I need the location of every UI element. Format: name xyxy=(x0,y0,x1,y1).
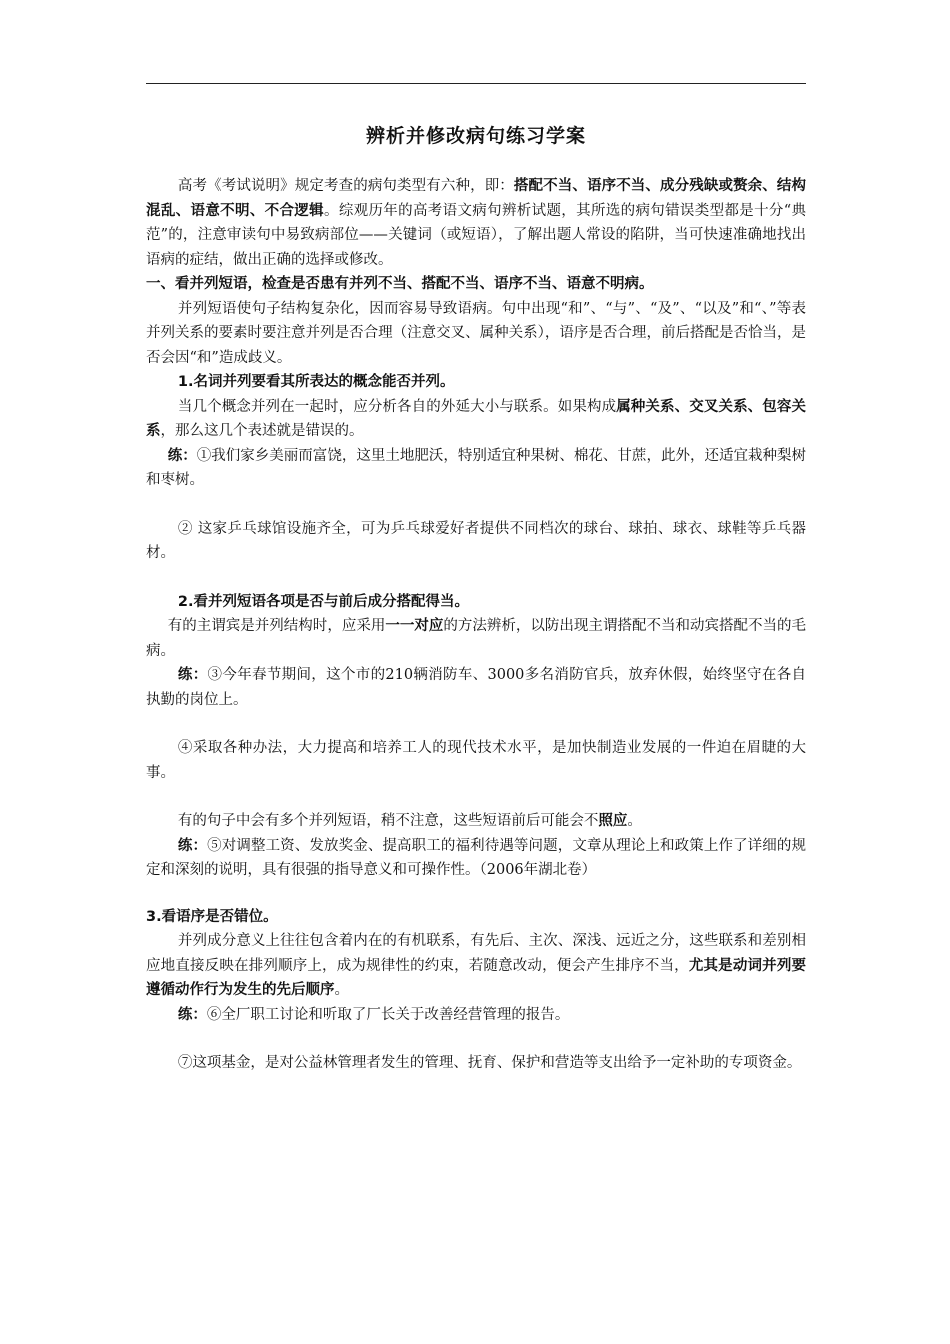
sub2-heading: 2.看并列短语各项是否与前后成分搭配得当。 xyxy=(177,593,469,610)
document-title: 辨析并修改病句练习学案 xyxy=(365,125,586,147)
sub3-para-a: 并列成分意义上往往包含着内在的有机联系，有先后、主次、深浅、远近之分，这些联系和差别相应地直接反映在排列顺序上，成为规律性的约束，若随意改动，便会产生排序不当， xyxy=(146,933,806,974)
sub1-heading: 1.名词并列要看其所表达的概念能否并列。 xyxy=(177,374,455,390)
sub2-paragraph xyxy=(146,614,806,663)
exercise-label: 练： xyxy=(177,837,208,854)
exercise-4: ④采取各种办法，大力提高和培养工人的现代技术水平，是加快制造业发展的一件迫在眉睫的大事。 xyxy=(146,740,806,781)
exercise-3-text: ③今年春节期间，这个市的210辆消防车、3000多名消防官兵，放弃休假，始终坚守在各自执勤的岗位上。 xyxy=(146,667,807,708)
exercise-5 xyxy=(146,834,806,883)
sub1-paragraph xyxy=(146,395,806,444)
intro-paragraph xyxy=(146,174,806,272)
intro-lead: 高考《考试说明》规定考查的病句类型有六种，即： xyxy=(177,178,514,194)
exercise-6-text: ⑥全厂职工讨论和听取了厂长关于改善经营管理的报告。 xyxy=(206,1006,570,1023)
intro-types: 搭配不当、语序不当、成分残缺或赘余、结构混乱、语意不明、不合逻辑 xyxy=(146,178,807,219)
exercise-label: 练： xyxy=(177,667,208,683)
exercise-label: 练： xyxy=(177,1006,207,1023)
exercise-1 xyxy=(146,444,806,493)
exercise-5-text: ⑤对调整工资、发放奖金、提高职工的福利待遇等问题，文章从理论上和政策上作了详细的规定和深刻的说明，具有很强的指导意义和可操作性。（2006年湖北卷） xyxy=(146,837,807,878)
sub2-para2-a: 有的句子中会有多个并列短语，稍不注意，这些短语前后可能会不 xyxy=(177,813,599,829)
sub1-para-b: ，那么这几个表述就是错误的。 xyxy=(160,423,364,439)
sub2-para-bold: 一一对应 xyxy=(385,618,444,634)
sub2-para2-b: 。 xyxy=(627,813,642,829)
exercise-7: ⑦这项基金，是对公益林管理者发生的管理、抚育、保护和营造等支出给予一定补助的专项资金。 xyxy=(177,1055,802,1071)
intro-rest: 。综观历年的高考语文病句辨析试题，其所选的病句错误类型都是十分“典范”的，注意审读句中易致病部位——关键词（或短语），了解出题人常设的陷阱，当可快速准确地找出语病的症结，做出正确的选择或修改。 xyxy=(146,202,806,268)
exercise-1-text: ①我们家乡美丽而富饶，这里土地肥沃，特别适宜种果树、棉花、甘蔗，此外，还适宜栽种梨树和枣树。 xyxy=(146,447,807,488)
sub3-para-b: 。 xyxy=(334,982,349,998)
sub2-paragraph-2 xyxy=(146,809,806,834)
document-body xyxy=(146,174,806,1076)
sub1-para-a: 当几个概念并列在一起时，应分析各自的外延大小与联系。如果构成 xyxy=(177,398,617,415)
sub2-para2-bold: 照应 xyxy=(598,813,628,829)
section1-paragraph: 并列短语使句子结构复杂化，因而容易导致语病。句中出现“和”、“与”、“及”、“以及”和“、”等表并列关系的要素时要注意并列是否合理（注意交叉、属种关系），语序是否合理，前后搭配是否恰当，是否会因“和”造成歧义。 xyxy=(146,300,806,366)
exercise-label: 练： xyxy=(167,447,197,464)
sub2-para-b: 的方法辨析，以防出现主谓搭配不当和动宾搭配不当的毛病。 xyxy=(146,618,807,659)
section1-heading: 一、看并列短语，检查是否患有并列不当、搭配不当、语序不当、语意不明病。 xyxy=(146,276,654,292)
sub3-para-bold: 尤其是动词并列要遵循动作行为发生的先后顺序 xyxy=(146,957,807,998)
sub3-paragraph xyxy=(146,929,806,1003)
header-rule xyxy=(146,83,806,84)
sub1-para-bold: 属种关系、交叉关系、包容关系 xyxy=(146,398,807,439)
sub2-para-a: 有的主谓宾是并列结构时，应采用 xyxy=(167,618,386,634)
sub3-heading: 3.看语序是否错位。 xyxy=(146,908,278,925)
exercise-6 xyxy=(146,1003,806,1028)
exercise-3 xyxy=(146,663,806,712)
exercise-2: ② 这家乒乓球馆设施齐全，可为乒乓球爱好者提供不同档次的球台、球拍、球衣、球鞋等乒乓器材。 xyxy=(146,520,806,561)
